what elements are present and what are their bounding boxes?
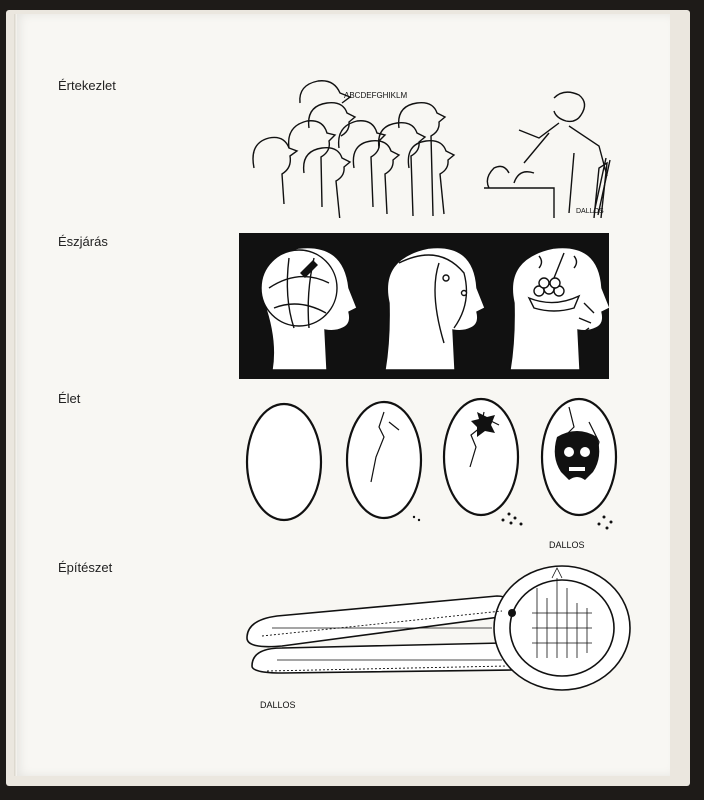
section-title-elet: Élet: [58, 391, 81, 406]
artist-signature: DALLOS: [576, 208, 604, 215]
meeting-illustration: [234, 78, 624, 218]
section-title-epiteszet: Építészet: [58, 560, 113, 575]
cartoon-eszjaras: [239, 233, 609, 379]
artist-signature: DALLOS: [260, 700, 296, 710]
nutcracker-illustration: [242, 558, 642, 718]
artist-signature: DALLOS: [549, 540, 585, 550]
section-title-ertekezlet: Értekezlet: [58, 78, 116, 93]
three-heads-illustration: [239, 233, 609, 379]
cracking-eggs-illustration: [239, 392, 619, 552]
cartoon-epiteszet: [242, 558, 642, 718]
cartoon-elet: [239, 392, 619, 552]
book-page: [14, 14, 670, 776]
spine-shadow: [14, 14, 17, 776]
cartoon-ertekezlet: [234, 78, 624, 218]
section-title-eszjaras: Észjárás: [58, 234, 108, 249]
svg-text:ABCDEFGHIKLM: ABCDEFGHIKLM: [344, 91, 408, 100]
